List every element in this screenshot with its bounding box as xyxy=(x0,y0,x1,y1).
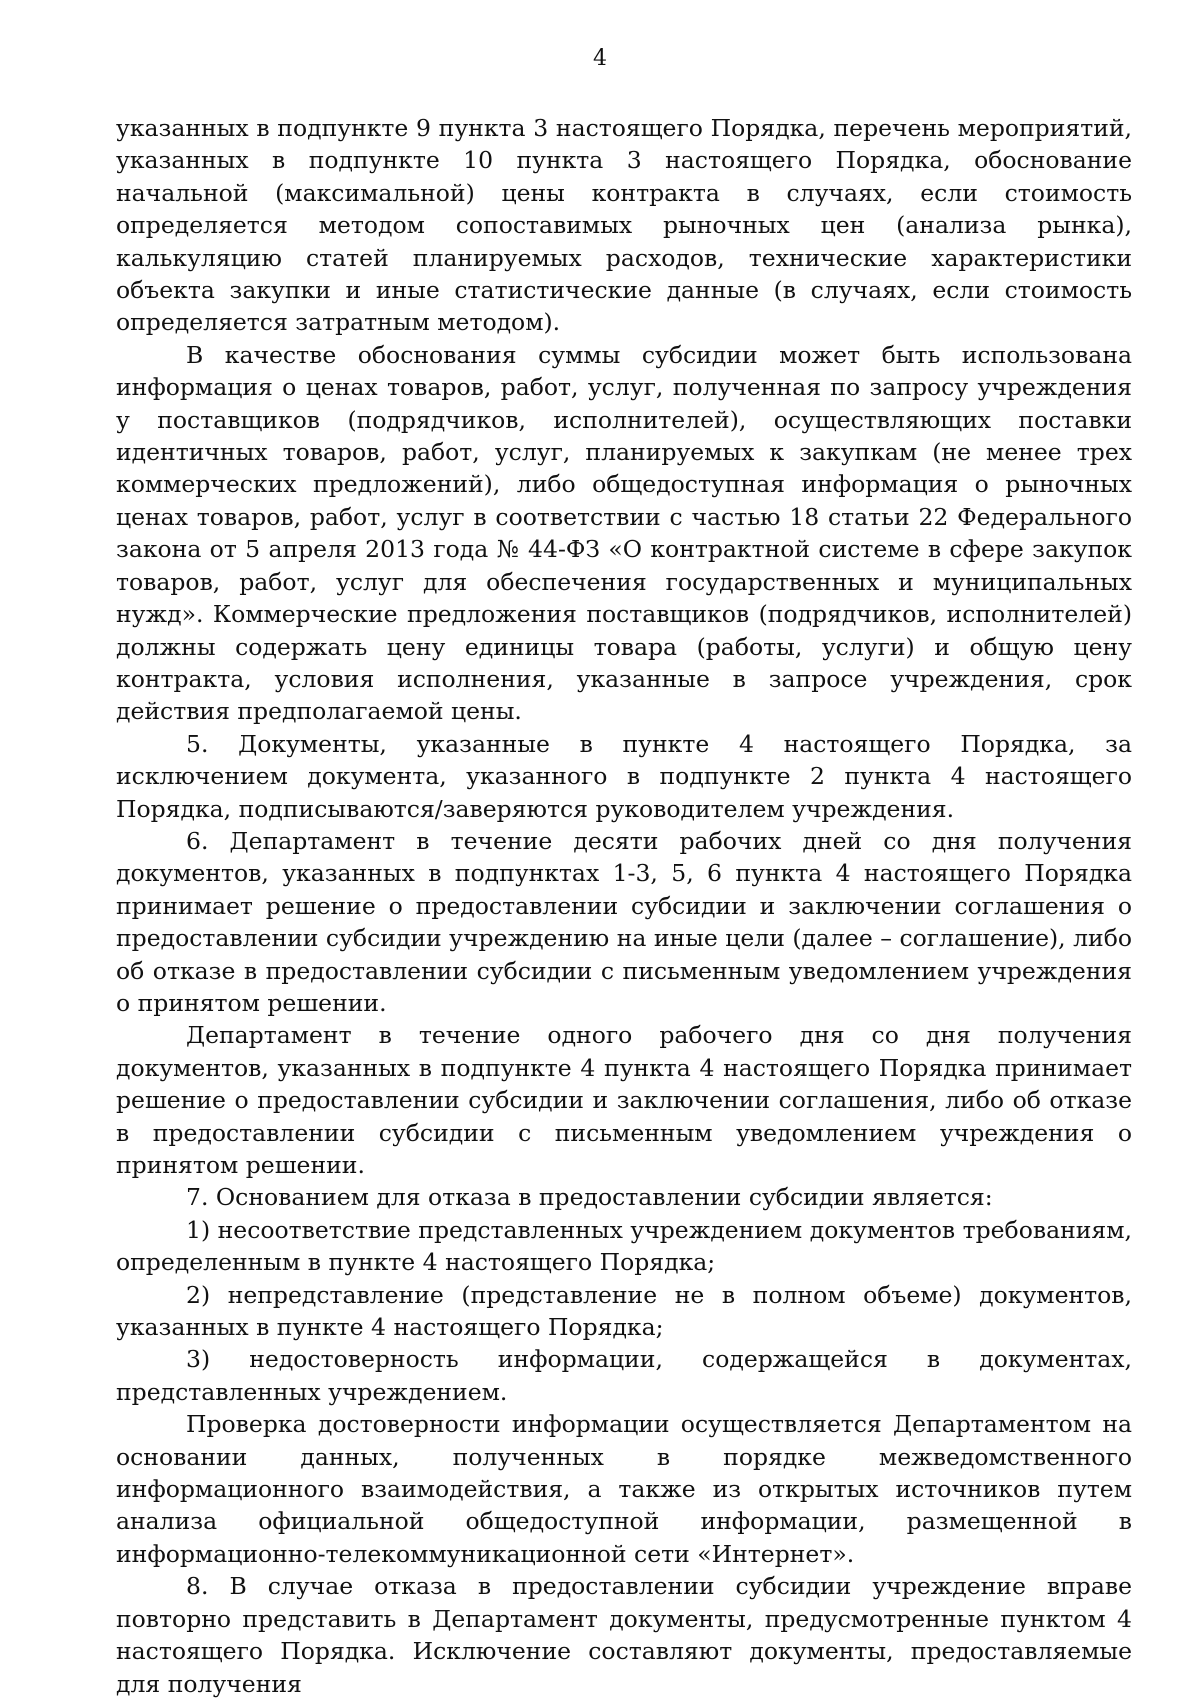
paragraph-item-7-3: 3) недостоверность информации, содержащейся в документах, представленных учреждением. xyxy=(116,1345,1132,1406)
paragraph-verification: Проверка достоверности информации осуществляется Департаментом на основании данных, полученных в порядке межведомственного информационного взаимодействия, а также из открытых источников путем анализа официальной общедоступной информации, размещенной в информационно-телекоммуникационной сети «Интернет». xyxy=(116,1410,1132,1568)
paragraph-item-7-1: 1) несоответствие представленных учреждением документов требованиям, определенным в пункте 4 настоящего Порядка; xyxy=(116,1215,1132,1277)
paragraph-item-8: 8. В случае отказа в предоставлении субсидии учреждение вправе повторно представить в Департамент документы, предусмотренные пунктом 4 настоящего Порядка. Исключение составляют документы, предоставляемые для получения xyxy=(116,1572,1132,1698)
page-number: 4 xyxy=(593,46,607,71)
paragraph-item-5: 5. Документы, указанные в пункте 4 настоящего Порядка, за исключением документа, указанного в подпункте 2 пункта 4 настоящего Порядка, подписываются/заверяются руководителем учреждения. xyxy=(116,729,1132,823)
paragraph-item-6: 6. Департамент в течение десяти рабочих дней со дня получения документов, указанных в подпунктах 1-3, 5, 6 пункта 4 настоящего Порядка принимает решение о предоставлении субсидии и заключении соглашения о предоставлении субсидии учреждению на иные цели (далее – соглашение), либо об отказе в предоставлении субсидии с письменным уведомлением учреждения о принятом решении. xyxy=(116,826,1132,1017)
paragraph-item-7: 7. Основанием для отказа в предоставлении субсидии является: xyxy=(186,1183,993,1212)
document-body xyxy=(116,112,1132,1700)
paragraph-department-one-day: Департамент в течение одного рабочего дня со дня получения документов, указанных в подпункте 4 пункта 4 настоящего Порядка принимает решение о предоставлении субсидии и заключении соглашения, либо об отказе в предоставлении субсидии с письменным уведомлением учреждения о принятом решении. xyxy=(116,1021,1132,1179)
paragraph-item-7-2: 2) непредставление (представление не в полном объеме) документов, указанных в пункте 4 настоящего Порядка; xyxy=(116,1280,1132,1342)
paragraph-subsidy-justification: В качестве обоснования суммы субсидии может быть использована информация о ценах товаров, работ, услуг, полученная по запросу учреждения у поставщиков (подрядчиков, исполнителей), осуществляющих поставки идентичных товаров, работ, услуг, планируемых к закупкам (не менее трех коммерческих предложений), либо общедоступная информация о рыночных ценах товаров, работ, услуг в соответствии с частью 18 статьи 22 Федерального закона от 5 апреля 2013 года № 44-ФЗ «О контрактной системе в сфере закупок товаров, работ, услуг для обеспечения государственных и муниципальных нужд». Коммерческие предложения поставщиков (подрядчиков, исполнителей) должны содержать цену единицы товара (работы, услуги) и общую цену контракта, условия исполнения, указанные в запросе учреждения, срок действия предполагаемой цены. xyxy=(116,340,1132,726)
paragraph-continuation: указанных в подпункте 9 пункта 3 настоящего Порядка, перечень мероприятий, указанных в подпункте 10 пункта 3 настоящего Порядка, обоснование начальной (максимальной) цены контракта в случаях, если стоимость определяется методом сопоставимых рыночных цен (анализа рынка), калькуляцию статей планируемых расходов, технические характеристики объекта закупки и иные статистические данные (в случаях, если стоимость определяется затратным методом). xyxy=(116,114,1132,337)
